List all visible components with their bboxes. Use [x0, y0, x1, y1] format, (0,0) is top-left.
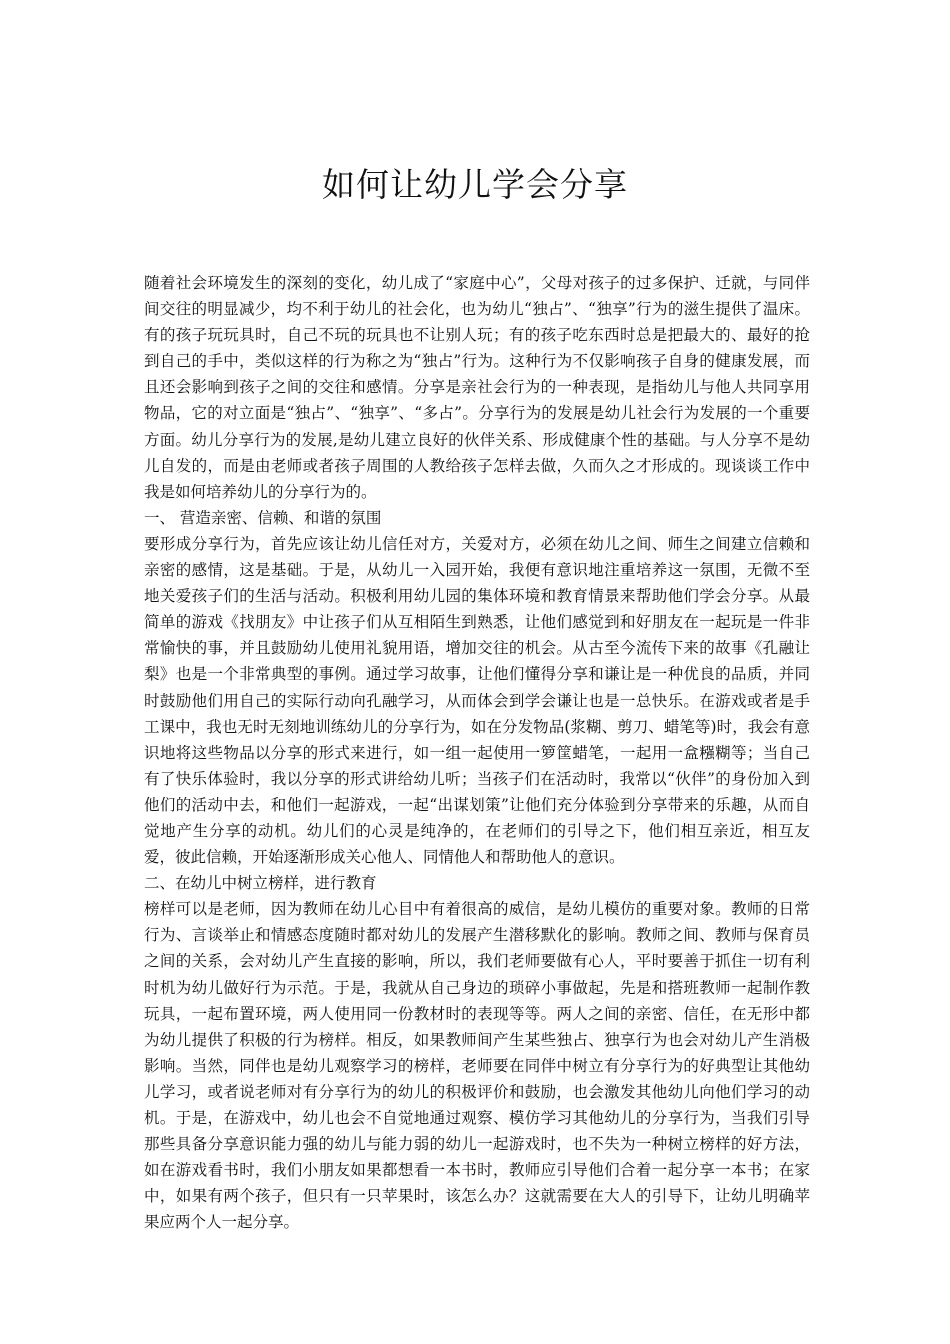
document-body: [144, 270, 810, 1235]
section-1-paragraph: 要形成分享行为，首先应该让幼儿信任对方，关爱对方，必须在幼儿之间、师生之间建立信赖和亲密的感情，这是基础。于是，从幼儿一入园开始，我便有意识地注重培养这一氛围，无微不至地关爱孩子们的生活与活动。积极利用幼儿园的集体环境和教育情景来帮助他们学会分享。从最简单的游戏《找朋友》中让孩子们从互相陌生到熟悉，让他们感觉到和好朋友在一起玩是一件非常愉快的事，并且鼓励幼儿使用礼貌用语，增加交往的机会。从古至今流传下来的故事《孔融让梨》也是一个非常典型的事例。通过学习故事，让他们懂得分享和谦让是一种优良的品质，并同时鼓励他们用自己的实际行动向孔融学习，从而体会到学会谦让也是一总快乐。在游戏或者是手工课中，我也无时无刻地训练幼儿的分享行为，如在分发物品(浆糊、剪刀、蜡笔等)时，我会有意识地将这些物品以分享的形式来进行，如一组一起使用一箩筐蜡笔，一起用一盒糨糊等；当自己有了快乐体验时，我以分享的形式讲给幼儿听；当孩子们在活动时，我常以“伙伴”的身份加入到他们的活动中去，和他们一起游戏，一起“出谋划策”让他们充分体验到分享带来的乐趣，从而自觉地产生分享的动机。幼儿们的心灵是纯净的，在老师们的引导之下，他们相互亲近，相互友爱，彼此信赖，开始逐渐形成关心他人、同情他人和帮助他人的意识。: [144, 534, 810, 867]
intro-paragraph: 随着社会环境发生的深刻的变化，幼儿成了“家庭中心”，父母对孩子的过多保护、迁就，与同伴间交往的明显减少，均不利于幼儿的社会化，也为幼儿“独占”、“独享”行为的滋生提供了温床。有的孩子玩玩具时，自己不玩的玩具也不让别人玩；有的孩子吃东西时总是把最大的、最好的抢到自己的手中，类似这样的行为称之为“独占”行为。这种行为不仅影响孩子自身的健康发展，而且还会影响到孩子之间的交往和感情。分享是亲社会行为的一种表现，是指幼儿与他人共同享用物品，它的对立面是“独占”、“独享”、“多占”。分享行为的发展是幼儿社会行为发展的一个重要方面。幼儿分享行为的发展,是幼儿建立良好的伙伴关系、形成健康个性的基础。与人分享不是幼儿自发的，而是由老师或者孩子周围的人教给孩子怎样去做，久而久之才形成的。现谈谈工作中我是如何培养幼儿的分享行为的。: [144, 274, 810, 501]
document-title: 如何让幼儿学会分享: [322, 165, 628, 204]
section-heading-2: 二、在幼儿中树立榜样，进行教育: [144, 874, 377, 893]
section-heading-1: 一、 营造亲密、信赖、和谐的氛围: [144, 508, 382, 527]
section-2-paragraph: 榜样可以是老师，因为教师在幼儿心目中有着很高的威信，是幼儿模仿的重要对象。教师的日常行为、言谈举止和情感态度随时都对幼儿的发展产生潜移默化的影响。教师之间、教师与保育员之间的关系，会对幼儿产生直接的影响，所以，我们老师要做有心人，平时要善于抓住一切有利时机为幼儿做好行为示范。于是，我就从自己身边的琐碎小事做起，先是和搭班教师一起制作教玩具，一起布置环境，两人使用同一份教材时的表现等等。两人之间的亲密、信任，在无形中都为幼儿提供了积极的行为榜样。相反，如果教师间产生某些独占、独享行为也会对幼儿产生消极影响。当然，同伴也是幼儿观察学习的榜样，老师要在同伴中树立有分享行为的好典型让其他幼儿学习，或者说老师对有分享行为的幼儿的积极评价和鼓励，也会激发其他幼儿向他们学习的动机。于是，在游戏中，幼儿也会不自觉地通过观察、模仿学习其他幼儿的分享行为，当我们引导那些具备分享意识能力强的幼儿与能力弱的幼儿一起游戏时，也不失为一种树立榜样的好方法，如在游戏看书时，我们小朋友如果都想看一本书时，教师应引导他们合着一起分享一本书；在家中，如果有两个孩子，但只有一只苹果时，该怎么办？这就需要在大人的引导下，让幼儿明确苹果应两个人一起分享。: [144, 900, 810, 1232]
